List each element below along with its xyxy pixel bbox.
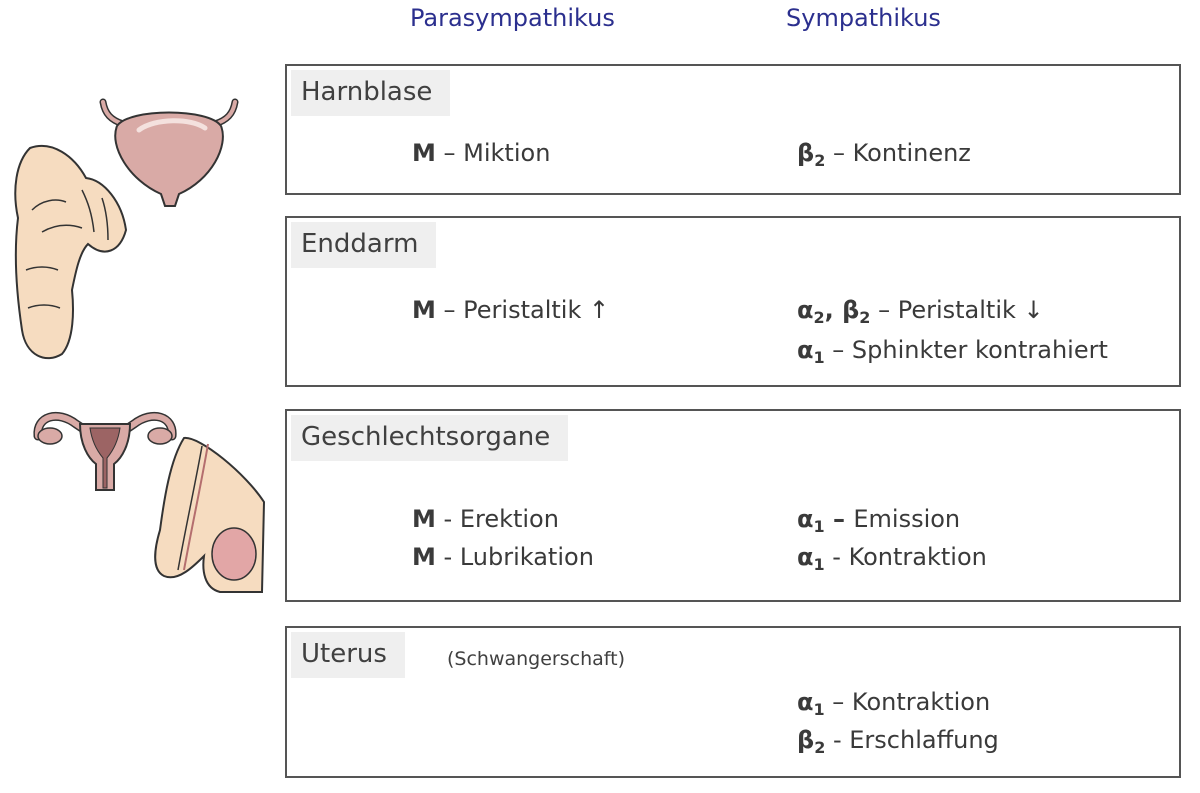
section-geschlechtsorgane: [285, 409, 1181, 602]
section-title-uterus: Uterus: [291, 632, 405, 678]
enddarm-sym-line-1: $\alpha_2$, $\beta_2$ – Peristaltik ↓: [797, 296, 1044, 327]
penis-icon: [150, 430, 270, 600]
section-title-harnblase: Harnblase: [291, 70, 450, 116]
enddarm-para-line-1: M – Peristaltik ↑: [412, 296, 610, 324]
uterus-sym-line-1: $\alpha_1$ – Kontraktion: [797, 688, 991, 719]
harnblase-sym-line-1: $\beta_2$ – Kontinenz: [797, 139, 971, 170]
intestine-icon: [12, 140, 132, 365]
section-enddarm: [285, 216, 1181, 387]
enddarm-sym-line-2: $\alpha_1$ – Sphinkter kontrahiert: [797, 336, 1108, 367]
geschlechtsorgane-sym-line-2: $\alpha_1$ - Kontraktion: [797, 543, 987, 574]
section-title-enddarm: Enddarm: [291, 222, 436, 268]
harnblase-para-line-1: M – Miktion: [412, 139, 551, 167]
section-harnblase: [285, 64, 1181, 195]
parasympathikus-header: Parasympathikus: [410, 4, 615, 32]
section-uterus: [285, 626, 1181, 778]
geschlechtsorgane-para-line-2: M - Lubrikation: [412, 543, 594, 571]
geschlechtsorgane-sym-line-1: $\alpha_1$ – Emission: [797, 505, 961, 536]
section-title-geschlechtsorgane: Geschlechtsorgane: [291, 415, 568, 461]
geschlechtsorgane-para-line-1: M - Erektion: [412, 505, 559, 533]
uterus-note: (Schwangerschaft): [447, 648, 625, 670]
sympathikus-header: Sympathikus: [786, 4, 941, 32]
uterus-sym-line-2: $\beta_2$ - Erschlaffung: [797, 726, 999, 757]
